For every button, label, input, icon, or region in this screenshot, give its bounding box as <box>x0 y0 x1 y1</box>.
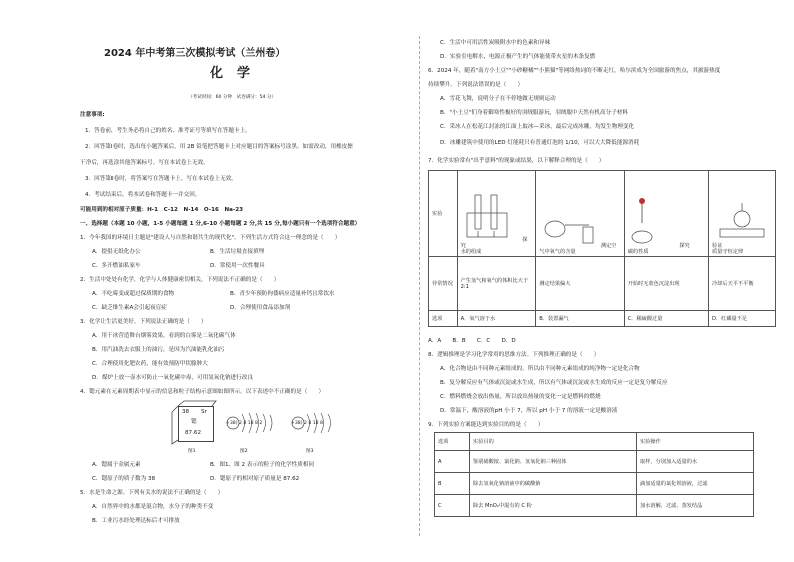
section-1-heading: 一、选择题（本题 10 小题，1-5 小题每题 1 分,6-10 小题每题 2 分,共 15 分,每小题只有一个选项符合题意） <box>80 221 361 227</box>
q9-table <box>434 432 754 517</box>
q7-row-experiment <box>429 171 776 257</box>
q8-option-c: C．燃料燃烧会放出热量，所以放出热量的变化一定是燃料的燃烧 <box>440 394 601 400</box>
q7-abnormal-4: 冷却后天平不平衡 <box>709 257 776 311</box>
q4-option-c: C．锶原子的质子数为 38 <box>92 476 156 482</box>
q4-option-a: A．锶属于金属元素 <box>92 462 141 468</box>
fig3-shell-text: +38) 2 8 18 8 <box>291 421 323 426</box>
q3-stem: 3．化学让生活更美好。下列说法正确的是（ ） <box>80 319 207 325</box>
electrolysis-apparatus-icon <box>461 191 521 241</box>
q7-table <box>428 170 776 327</box>
exam-info: （考试时间：60 分钟 试卷满分：54 分） <box>188 95 277 100</box>
note-3: 3．回答第Ⅱ卷时，将答案写在答题卡上。写在本试卷上无效。 <box>85 176 237 182</box>
q9-header-operation: 实验操作 <box>637 433 754 451</box>
q3-option-d: D．煤炉上放一壶水可防止一氧化碳中毒，可用氢氧化钠进行改良 <box>92 375 253 381</box>
q1-stem: 1．今年我国的环境日主题是"建设人与自然和谐共生的现代化"。下列生活方式符合这一理念的是（ ） <box>80 235 341 241</box>
note-2: 2．回答第Ⅰ卷时，选出每小题答案后，用 2B 铅笔把答题卡上对应题目的答案标号涂黑。如需改动，用橡皮擦 <box>85 144 353 150</box>
q8-option-a: A．化合物是由不同种元素组成的，所以由不同种元素组成的纯净物一定是化合物 <box>440 366 640 372</box>
q7-option-2: B．装置漏气 <box>536 311 624 327</box>
q5-option-a: A．自然界中的水都是混合物，水分子的种类不变 <box>92 504 214 510</box>
q3-option-b: B．用汽油洗去衣服上的油污，是因为汽油能乳化油污 <box>92 347 225 353</box>
oxygen-measurement-apparatus-icon <box>539 207 599 247</box>
q8-option-b: B．复分解反应有气体或沉淀或水生成，所以有气体或沉淀或水生成的反应一定是复分解反应 <box>440 380 668 386</box>
q3-option-a: A．用干冰营造舞台烟雾效果，看到的白雾是二氧化碳气体 <box>92 333 236 339</box>
q7-abnormal-1: 产生氢气和氧气的体积比大于 2:1 <box>457 257 536 311</box>
q2-option-c: C．缺乏维生素A会引起夜盲症 <box>92 305 167 311</box>
q6-option-d: D．冰雕建筑中使用的LED 灯能耗只有普通灯泡的 1/10，可以大大降低能源消耗 <box>440 140 640 146</box>
q9-row-a-purpose: 鉴别硝酸铵、氯化钠、氢氧化钠三种固体 <box>470 451 637 473</box>
q7-caption-4: 质量守恒定律 <box>712 249 744 255</box>
q7-cell-4 <box>709 171 776 257</box>
column-divider <box>419 36 420 536</box>
q7-label-options: 选项 <box>429 311 458 327</box>
q7-abnormal-3: 开始时无蓝色沉淀出现 <box>624 257 708 311</box>
element-symbol: Sr <box>201 409 207 415</box>
notes-heading: 注意事项: <box>80 112 105 118</box>
q9-row-c <box>435 495 754 517</box>
page-title: 2024 年中考第三次模拟考试（兰州卷） <box>104 48 286 59</box>
q7-tag-1: 探究 <box>460 237 528 249</box>
q4-option-b: B．图1、图 2 表示的粒子的化学性质相同 <box>210 462 315 468</box>
q9-header-option: 选项 <box>435 433 470 451</box>
q2-stem: 2．生活中处处有化学，化学与人体健康密切相关。下列说法不正确的是（ ） <box>80 277 280 283</box>
q9-row-c-purpose: 除去 MnO₂中混有的 C 粉 <box>470 495 637 517</box>
q7-option-4: D．红磷量不足 <box>709 311 776 327</box>
q9-row-a-option: A <box>435 451 470 473</box>
q1-option-c: C．多开燃油私家车 <box>92 263 141 269</box>
fig2-caption: 图2 <box>240 449 248 454</box>
q9-row-c-operation: 加水溶解，过滤，蒸发结晶 <box>637 495 754 517</box>
q5-option-b: B．工业污水经处理达标后才可排放 <box>92 518 180 524</box>
q7-option-3: C．稀硫酸过量 <box>624 311 708 327</box>
q9-row-b-option: B <box>435 473 470 495</box>
q7-cell-3 <box>624 171 708 257</box>
q7-tag-2: 测定空 <box>600 243 617 249</box>
q1-option-b: B．生活垃圾直接填埋 <box>210 249 265 255</box>
q5-stem: 5．水是生命之源。下列有关水的说法不正确的是（ ） <box>80 490 224 496</box>
element-cell <box>178 406 214 442</box>
q7-label-experiment: 实验 <box>429 171 458 257</box>
q8-stem: 8．逻辑推理是学习化学常用的思维方法。下列推理正确的是（ ） <box>428 352 600 358</box>
q9-row-a-operation: 取样，分别加入适量的水 <box>637 451 754 473</box>
q7-row-options <box>429 311 776 327</box>
note-1: 1．答卷前，考生务必将自己的姓名、准考证号等填写在答题卡上。 <box>85 128 251 134</box>
q7-stem: 7．化学实验常有"出乎意料"的现象或结果，以下解释合理的是（ ） <box>428 158 605 164</box>
q9-stem: 9．下列实验方案能达到实验目的的是（ ） <box>428 422 544 428</box>
q8-option-d: D．常温下，酸溶液的pH 小于 7，所以 pH 小于 7 的溶液一定是酸溶液 <box>440 408 618 414</box>
q6-option-a: A．雪花飞舞，说明分子在不停地做无规则运动 <box>440 96 556 102</box>
q6-stem-cont: 持续攀升。下列说法错误的是（ ） <box>428 82 524 88</box>
q5-option-d: D．实验室电解水，电源正极产生的气体能使带火星的木条复燃 <box>440 54 596 60</box>
q9-row-b-purpose: 除去氢氧化钠溶液中的碳酸钠 <box>470 473 637 495</box>
q7-cell-2 <box>536 171 624 257</box>
q6-option-b: B．"小土豆"们身着御寒性极好的羽绒服游玩，羽绒服中天然有机高分子材料 <box>440 110 628 116</box>
note-4: 4．考试结束后，将本试卷和答题卡一并交回。 <box>85 192 201 198</box>
q7-abnormal-2: 测定结果偏大 <box>536 257 624 311</box>
balance-apparatus-icon <box>712 201 772 241</box>
q5-option-c: C．生活中可用活性炭吸附水中的色素和异味 <box>440 40 551 46</box>
q4-stem: 4．锶元素在元素周期表中显示的信息和粒子结构示意图如图所示。以下表述中不正确的是（ ） <box>80 389 325 395</box>
fig2-shell-text: +38) 2 8 18 8 2 <box>226 421 263 426</box>
element-name: 锶 <box>191 419 197 425</box>
q2-option-d: D．合理使用食品添加剂 <box>230 305 291 311</box>
element-number: 38 <box>182 409 190 415</box>
subject-title: 化学 <box>210 66 265 81</box>
q1-option-d: D．常使用一次性餐具 <box>210 263 265 269</box>
atomic-masses: 可能用到的相对原子质量：H-1 C-12 N-14 O-16 Na-23 <box>80 207 244 213</box>
dropper-reaction-apparatus-icon <box>628 197 678 247</box>
q7-tag-3: 探究 <box>679 243 690 249</box>
q9-header-purpose: 实验目的 <box>470 433 637 451</box>
q7-caption-3: 碳的性质 <box>627 249 649 255</box>
q1-option-a: A．提倡无纸化办公 <box>92 249 141 255</box>
q4-option-d: D．锶原子的相对原子质量是 87.62 <box>210 476 300 482</box>
note-2-cont: 干净后，再选涂其他答案标号。写在本试卷上无效。 <box>80 160 209 166</box>
q7-answer-choices: A．A B．B C．C D．D <box>428 338 516 344</box>
q7-caption-1: 水的组成 <box>460 249 482 255</box>
q6-stem: 6．2024 年，随着"南方小土豆""小砂糖橘""小熊猫"等网络热词的不断走红，哈尔滨成为全国旅游的焦点，其旅游热度 <box>428 68 721 74</box>
q7-label-abnormal: 异常情况 <box>429 257 458 311</box>
q9-row-c-option: C <box>435 495 470 517</box>
q7-option-1: A．氧气溶于水 <box>457 311 536 327</box>
q2-option-a: A．不吃霉变或超过保质期的食物 <box>92 291 175 297</box>
q2-option-b: B．青少年预防佝偻病应适量补钙且常饮水 <box>230 291 335 297</box>
q9-row-b <box>435 473 754 495</box>
q9-header-row <box>435 433 754 451</box>
q7-caption-2: 气中氧气的含量 <box>539 249 576 255</box>
q7-tag-4: 验证 <box>712 243 723 249</box>
q9-row-a <box>435 451 754 473</box>
fig3-caption: 图3 <box>306 449 314 454</box>
q6-option-c: C．采冰人在松花江封冻的江面上取冰—采冰，最后完成冰雕，均发生物理变化 <box>440 124 635 130</box>
cube-top-icon <box>176 400 218 408</box>
q7-cell-1 <box>457 171 536 257</box>
element-mass: 87.62 <box>185 430 202 436</box>
q7-row-abnormal <box>429 257 776 311</box>
q9-row-b-operation: 滴加适量的氯化钡溶液，过滤 <box>637 473 754 495</box>
fig1-caption: 图1 <box>188 449 196 454</box>
q3-option-c: C．合理使用化肥农药，能有效预防甲状腺肿大 <box>92 361 208 367</box>
